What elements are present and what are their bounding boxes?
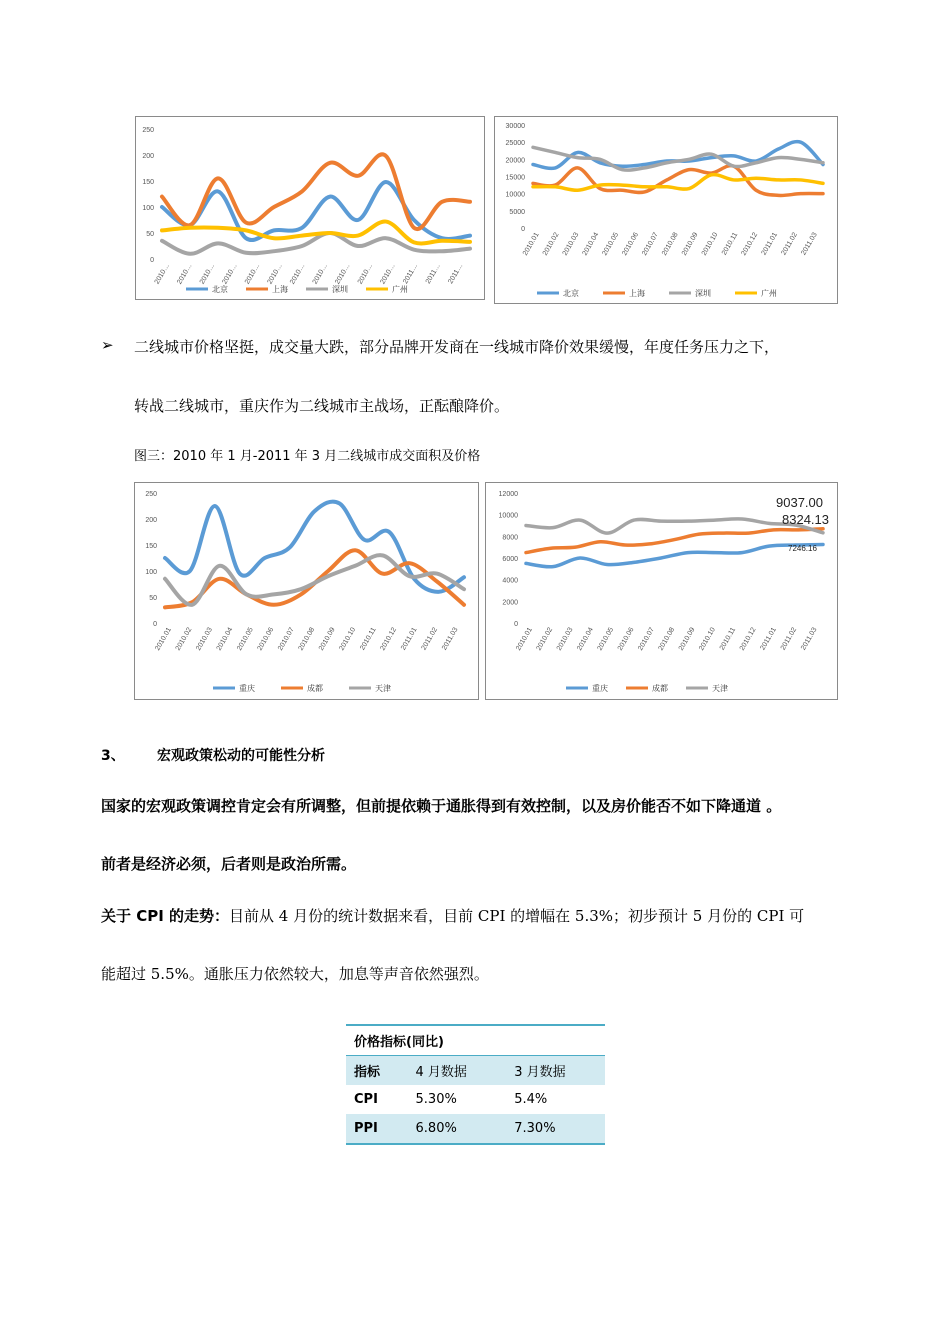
series-line [165,555,464,605]
y-tick-label: 250 [142,127,154,134]
x-tick-label: 2010… [153,262,172,286]
x-tick-label: 2010.09 [677,626,697,652]
x-tick-label: 2010… [289,262,307,286]
x-tick-label: 2011.01 [759,626,778,652]
y-tick-label: 150 [145,543,157,550]
chart-second-tier-price [485,482,838,700]
x-tick-label: 2010.07 [637,626,656,652]
x-tick-label: 2010… [221,262,239,286]
y-tick-label: 6000 [502,556,518,563]
data-label: 8324.13 [782,512,829,527]
table-cell: CPI [354,1092,378,1107]
y-tick-label: 250 [145,491,157,498]
x-tick-label: 2010.06 [621,231,640,257]
bullet-line-1: 二线城市价格坚挺，成交量大跌，部分品牌开发商在一线城市降价效果缓慢，年度任务压力之下， [134,338,780,356]
y-tick-label: 200 [145,517,157,524]
x-tick-label: 2010.01 [521,231,541,257]
x-tick-label: 2010.01 [154,626,173,652]
section-number: 3、 [101,748,125,764]
y-tick-label: 10000 [498,512,518,520]
y-tick-label: 20000 [505,157,525,165]
figure-caption: 图三：2010 年 1 月-2011 年 3 月二线城市成交面积及价格 [134,449,481,464]
section-title: 宏观政策松动的可能性分析 [157,748,325,764]
y-tick-label: 50 [149,595,157,602]
x-tick-label: 2010.04 [581,231,601,257]
x-tick-label: 2010.02 [541,231,561,257]
x-tick-label: 2010.01 [515,626,534,652]
bullet-arrow: ➢ [101,336,114,354]
y-tick-label: 30000 [505,123,525,130]
x-tick-label: 2010… [266,262,284,286]
y-tick-label: 150 [142,179,154,186]
chart-svg [495,117,837,303]
x-tick-label: 2010.04 [215,626,235,652]
x-tick-label: 2010.05 [596,626,616,652]
x-tick-label: 2010.11 [359,626,378,652]
y-tick-label: 15000 [505,174,525,182]
x-tick-label: 2010.09 [317,626,337,652]
chart-first-tier-price [494,116,838,304]
x-tick-label: 2010.02 [535,626,555,652]
x-tick-label: 2010.02 [174,626,194,652]
legend-label: 深圳 [695,289,711,298]
legend-label: 重庆 [592,684,608,693]
x-tick-label: 2010.03 [561,231,581,257]
y-tick-label: 0 [153,621,157,628]
x-tick-label: 2010… [379,262,397,286]
chart-svg [135,483,478,699]
x-tick-label: 2010.11 [720,231,740,257]
cpi-line-1 [101,905,804,926]
x-tick-label: 2010.08 [297,626,317,652]
x-tick-label: 2011… [447,262,465,286]
x-tick-label: 2011… [424,262,442,286]
x-tick-label: 2011.03 [800,626,819,652]
series-line [533,142,823,169]
series-line [162,154,470,229]
chart-svg [136,117,484,299]
legend-label: 成都 [652,684,668,693]
x-tick-label: 2011.02 [420,626,440,652]
x-tick-label: 2010.08 [661,231,680,257]
x-tick-label: 2011.01 [760,231,780,257]
x-tick-label: 2010.07 [641,231,660,257]
x-tick-label: 2010… [334,262,352,286]
bullet-line-2: 转战二线城市，重庆作为二线城市主战场，正酝酿降价。 [134,397,510,415]
y-tick-label: 50 [146,231,154,238]
table-cell: 5.4% [514,1092,548,1107]
chart-second-tier-volume [134,482,479,700]
chart-svg [486,483,837,699]
legend-label: 上海 [629,289,645,298]
y-tick-label: 4000 [502,577,518,585]
x-tick-label: 2010.05 [601,231,621,257]
cpi-line-2: 能超过 5.5%。通胀压力依然较大，加息等声音依然强烈。 [101,965,489,983]
table-header: 4 月数据 [408,1056,507,1086]
paragraph-policy: 国家的宏观政策调控肯定会有所调整，但前提依赖于通胀得到有效控制，以及房价能否不如下降通道 。 [101,797,782,815]
table-cell: 5.30% [415,1092,457,1107]
y-tick-label: 5000 [509,208,525,216]
cpi-lead: 关于 CPI 的走势： [101,907,230,925]
chart-first-tier-volume [135,116,485,300]
paragraph-necessity: 前者是经济必须，后者则是政治所需。 [101,855,357,873]
data-label: 9037.00 [776,495,823,510]
table-cell: 6.80% [408,1114,507,1144]
y-tick-label: 8000 [502,534,518,542]
legend-label: 天津 [375,684,391,693]
x-tick-label: 2010… [243,262,262,286]
x-tick-label: 2011… [402,262,420,286]
x-tick-label: 2010.12 [379,626,399,652]
cpi-text-1: 目前从 4 月份的统计数据来看，目前 CPI 的增幅在 5.3%；初步预计 5 月份的 CPI 可 [229,907,805,925]
series-line [526,529,823,553]
x-tick-label: 2010.09 [680,231,700,257]
table-header: 3 月数据 [506,1056,605,1086]
x-tick-label: 2010.10 [700,231,720,257]
y-tick-label: 25000 [505,140,525,148]
x-tick-label: 2010.10 [698,626,717,652]
series-line [533,175,823,191]
x-tick-label: 2010.06 [256,626,276,652]
table-cell: PPI [346,1114,408,1144]
x-tick-label: 2011.03 [800,231,819,257]
x-tick-label: 2010… [356,262,375,286]
y-tick-label: 12000 [498,491,518,498]
legend-label: 重庆 [239,684,255,693]
x-tick-label: 2010.11 [718,626,738,652]
legend-label: 北京 [563,289,579,298]
table-title: 价格指标(同比) [346,1025,605,1056]
x-tick-label: 2010.08 [657,626,677,652]
legend-label: 成都 [307,684,323,693]
table-cell: 7.30% [506,1114,605,1144]
legend-label: 广州 [392,285,408,294]
x-tick-label: 2011.01 [400,626,419,652]
x-tick-label: 2010.06 [616,626,636,652]
x-tick-label: 2010.05 [236,626,255,652]
y-tick-label: 2000 [502,599,518,607]
legend-label: 北京 [212,285,228,294]
table-header: 指标 [346,1056,408,1086]
x-tick-label: 2011.02 [779,626,799,652]
x-tick-label: 2010.10 [338,626,358,652]
x-tick-label: 2010.12 [738,626,758,652]
x-tick-label: 2010.04 [576,626,595,652]
legend-label: 上海 [272,285,288,294]
data-label: 7246.16 [788,544,817,553]
y-tick-label: 0 [514,621,518,628]
x-tick-label: 2010… [198,262,217,286]
x-tick-label: 2010.03 [555,626,575,652]
y-tick-label: 0 [521,226,525,233]
y-tick-label: 10000 [505,191,525,199]
x-tick-label: 2011.03 [441,626,460,652]
price-index-table [346,1024,605,1145]
y-tick-label: 100 [142,205,154,212]
x-tick-label: 2010.12 [740,231,760,257]
legend-label: 天津 [712,684,728,693]
y-tick-label: 0 [150,257,154,264]
legend-label: 深圳 [332,285,348,294]
y-tick-label: 100 [145,569,157,576]
legend-label: 广州 [761,289,777,298]
x-tick-label: 2011.02 [780,231,799,257]
y-tick-label: 200 [142,153,154,160]
x-tick-label: 2010… [311,262,330,286]
x-tick-label: 2010… [176,262,194,286]
x-tick-label: 2010.07 [277,626,296,652]
x-tick-label: 2010.03 [195,626,214,652]
